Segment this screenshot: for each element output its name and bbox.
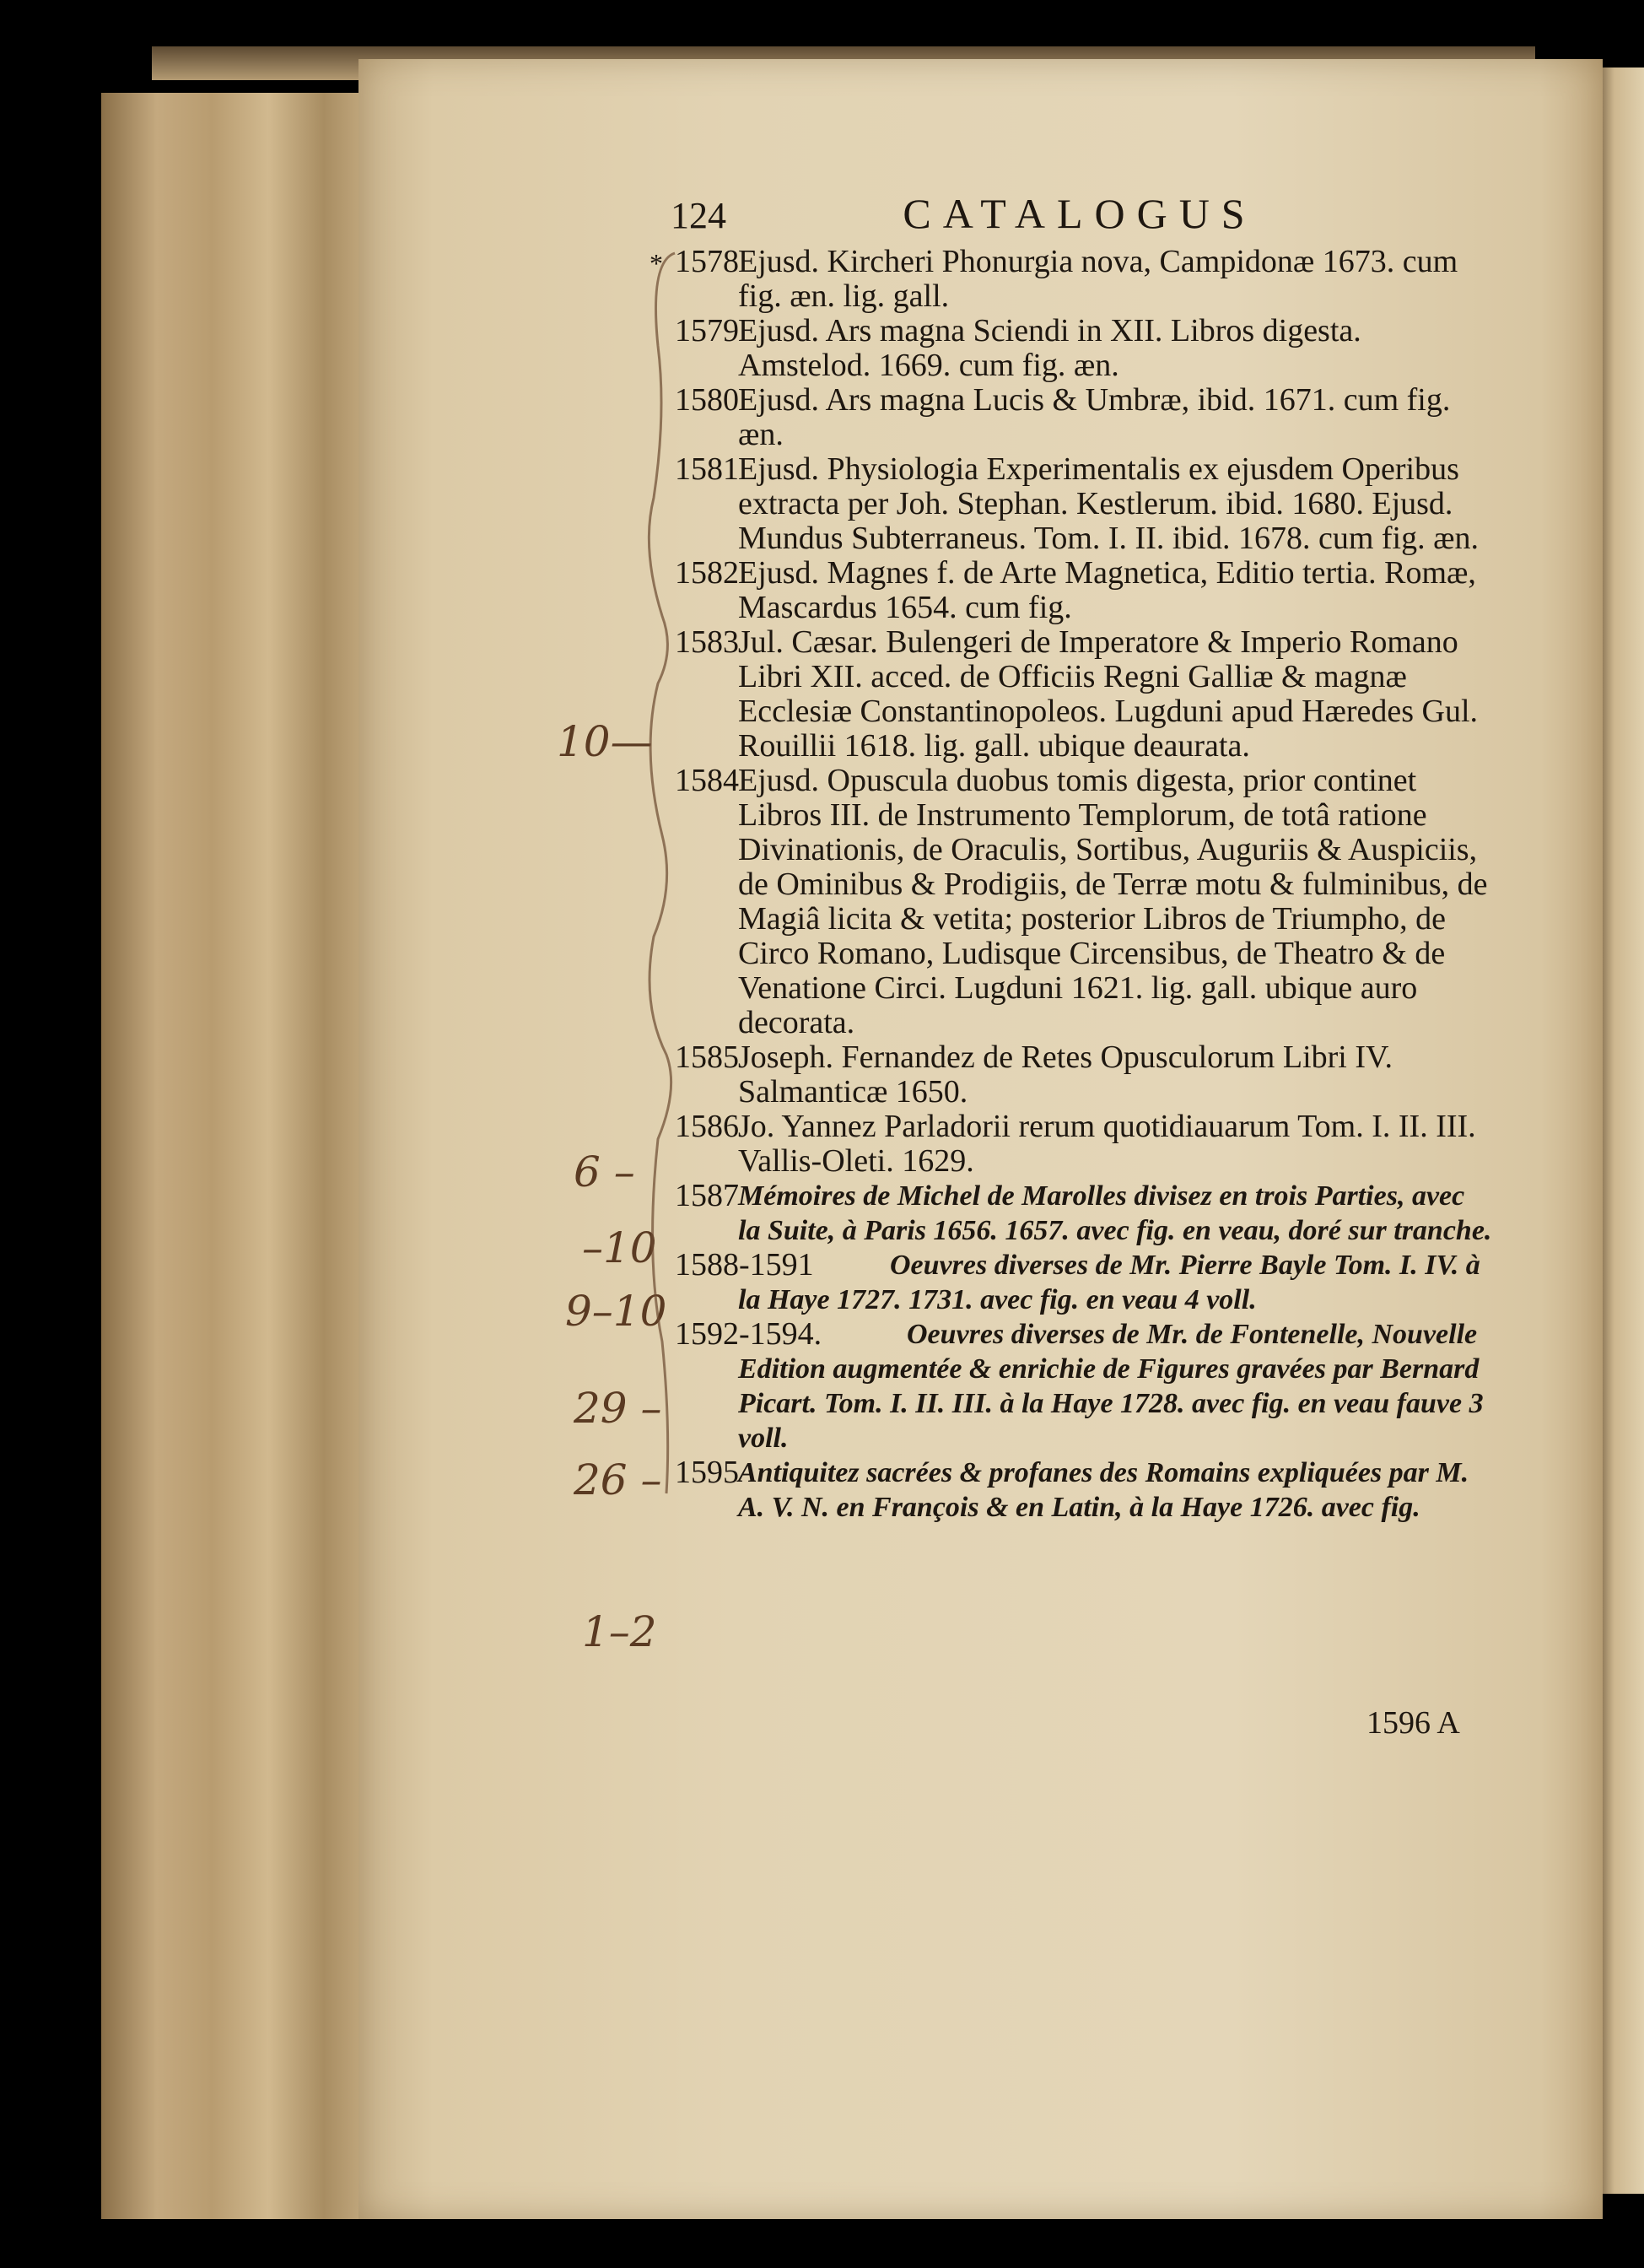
page-text-block (650, 186, 1493, 1525)
entry-number: 1585 (675, 1040, 739, 1075)
margin-note-6: 6 – (574, 1148, 635, 1196)
entry-text: Antiquitez sacrées & profanes des Romains expliquées par M. A. V. N. en François & en Latin, à la Haye 1726. avec fig. (738, 1457, 1469, 1523)
entry-text: Ejusd. Ars magna Lucis & Umbræ, ibid. 1671. cum fig. æn. (738, 382, 1451, 452)
entry-text: Mémoires de Michel de Marolles divisez en trois Parties, avec la Suite, à Paris 1656. 1657. avec fig. en veau, doré sur tranche. (738, 1180, 1492, 1246)
margin-note-26: 26 – (574, 1455, 662, 1504)
entry-number: 1588-1591 (675, 1247, 814, 1282)
running-header (666, 186, 1493, 245)
entry-text: Ejusd. Physiologia Experimentalis ex ejusdem Operibus extracta per Joh. Stephan. Kestlerum. ibid. 1680. Ejusd. Mundus Subterraneus. Tom. I. II. ibid. 1678. cum fig. æn. (738, 451, 1479, 556)
entry-number: 1584 (675, 763, 739, 798)
catalogue-entry (666, 764, 1493, 1040)
entry-number: 1579 (675, 313, 739, 348)
entry-number: 1595 (675, 1455, 739, 1490)
catalogue-entry (666, 625, 1493, 764)
margin-bracket (641, 245, 692, 1510)
catalogue-entry (666, 1317, 1493, 1455)
catalogue-entry (666, 452, 1493, 556)
entry-number: 1583 (675, 624, 739, 660)
page-title: CATALOGUS (903, 190, 1257, 237)
entry-number: 1586 (675, 1109, 739, 1144)
catalogue-entry (666, 1248, 1493, 1317)
entry-text: Ejusd. Ars magna Sciendi in XII. Libros digesta. Amstelod. 1669. cum fig. æn. (738, 313, 1361, 383)
entry-star-mark: * (650, 248, 663, 278)
margin-note-10: 10— (557, 717, 653, 766)
entry-text: Ejusd. Opuscula duobus tomis digesta, prior continet Libros III. de Instrumento Templorum, de totâ ratione Divinationis, de Oraculis, Sortibus, Auguriis & Auspiciis, de Ominibus & Prodigiis, de Terræ motu & fulminibus, de Magiâ licita & vetita; posterior Libros de Triumpho, de Circo Romano, Ludisque Circensibus, de Theatro & de Venatione Circi. Lugduni 1621. lig. gall. ubique auro decorata. (738, 763, 1488, 1040)
catalogue-entry (666, 383, 1493, 452)
margin-note-1-2: 1–2 (582, 1607, 657, 1656)
catalogue-entry (666, 1110, 1493, 1179)
catalogue-entry (666, 1179, 1493, 1248)
page-number: 124 (671, 195, 726, 236)
entry-text: Ejusd. Magnes f. de Arte Magnetica, Editio tertia. Romæ, Mascardus 1654. cum fig. (738, 555, 1476, 625)
entry-text: Oeuvres diverses de Mr. Pierre Bayle Tom. I. IV. à la Haye 1727. 1731. avec fig. en veau 4 voll. (738, 1250, 1480, 1315)
catalogue-entry (666, 556, 1493, 625)
entry-text: Ejusd. Kircheri Phonurgia nova, Campidonæ 1673. cum fig. æn. lig. gall. (738, 244, 1458, 314)
entry-text: Oeuvres diverses de Mr. de Fontenelle, Nouvelle Edition augmentée & enrichie de Figures gravées par Bernard Picart. Tom. I. II. III. à la Haye 1728. avec fig. en veau fauve 3 voll. (738, 1319, 1484, 1454)
entry-list (650, 244, 1493, 1525)
catalogue-entry (666, 1455, 1493, 1525)
catalogue-entry (666, 314, 1493, 383)
entry-text: Jul. Cæsar. Bulengeri de Imperatore & Imperio Romano Libri XII. acced. de Officiis Regni Galliæ & magnæ Ecclesiæ Constantinopoleos. Lugduni apud Hæredes Gul. Rouillii 1618. lig. gall. ubique deaurata. (738, 624, 1479, 764)
entry-number: 1578 (675, 244, 739, 279)
catalogue-entry (650, 244, 1493, 314)
entry-number: 1587 (675, 1178, 739, 1213)
entry-number: 1581 (675, 451, 739, 487)
entry-text: Joseph. Fernandez de Retes Opusculorum Libri IV. Salmanticæ 1650. (738, 1040, 1393, 1110)
entry-text: Jo. Yannez Parladorii rerum quotidiauarum Tom. I. II. III. Vallis-Oleti. 1629. (738, 1109, 1476, 1179)
margin-note-10b: –10 (582, 1223, 657, 1272)
catchword: 1596 A (1366, 1705, 1460, 1741)
margin-note-9-10: 9–10 (565, 1287, 667, 1336)
book-edge-left (101, 93, 380, 2219)
entry-number: 1582 (675, 555, 739, 591)
entry-number: 1592-1594. (675, 1316, 822, 1352)
entry-number: 1580 (675, 382, 739, 418)
margin-note-29: 29 – (574, 1384, 662, 1433)
catalogue-entry (666, 1040, 1493, 1110)
